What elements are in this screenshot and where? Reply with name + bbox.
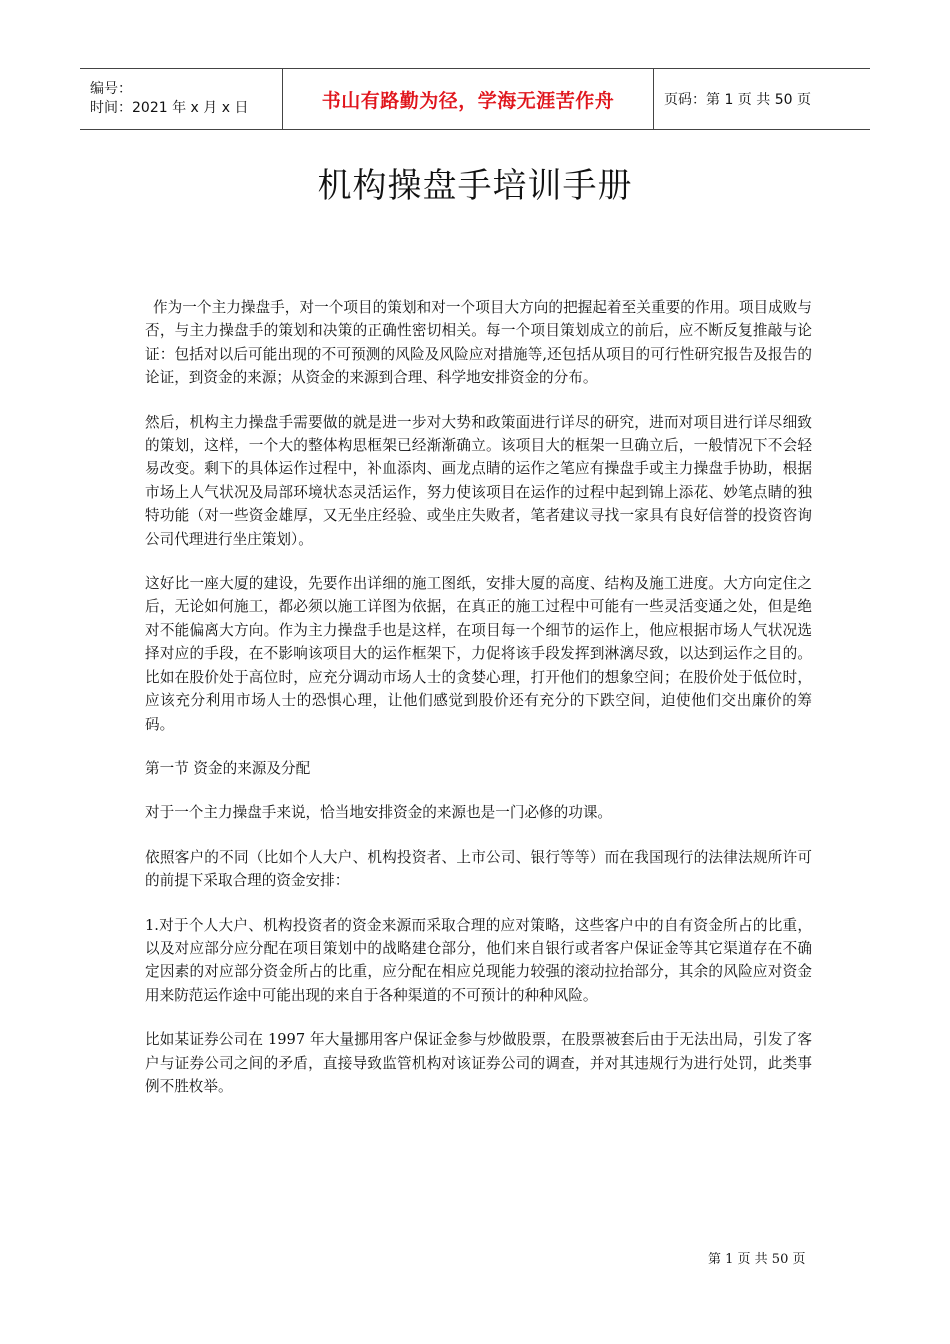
document-title: 机构操盘手培训手册 <box>317 166 633 206</box>
header-motto: 书山有路勤为径，学海无涯苦作舟 <box>321 89 615 112</box>
paragraph: 依照客户的不同（比如个人大户、机构投资者、上市公司、银行等等）而在我国现行的法律法规所许可的前提下采取合理的资金安排： <box>145 848 812 890</box>
document-number-label: 编号： <box>90 81 132 97</box>
paragraph: 对于一个主力操盘手来说，恰当地安排资金的来源也是一门必修的功课。 <box>145 804 613 822</box>
page-header <box>80 68 870 130</box>
document-date: 时间：2021 年 x 月 x 日 <box>90 100 249 116</box>
paragraph: 比如某证券公司在 1997 年大量挪用客户保证金参与炒做股票，在股票被套后由于无法出局，引发了客户与证券公司之间的矛盾，直接导致监管机构对该证券公司的调查，并对其违规行为进行处罚，此类事例不胜枚举。 <box>145 1031 812 1095</box>
section-heading: 第一节 资金的来源及分配 <box>145 759 311 777</box>
header-page-cell <box>654 69 870 129</box>
paragraph: 然后，机构主力操盘手需要做的就是进一步对大势和政策面进行详尽的研究，进而对项目进行详尽细致的策划，这样，一个大的整体构思框架已经渐渐确立。该项目大的框架一旦确立后，一般情况下不会轻易改变。剩下的具体运作过程中，补血添肉、画龙点睛的运作之笔应有操盘手或主力操盘手协助，根据市场上人气状况及局部环境状态灵活运作，努力使该项目在运作的过程中起到锦上添花、妙笔点睛的独特功能（对一些资金雄厚，又无坐庄经验、或坐庄失败者，笔者建议寻找一家具有良好信誉的投资咨询公司代理进行坐庄策划）。 <box>145 413 812 548</box>
paragraph-list-item: 1.对于个人大户、机构投资者的资金来源而采取合理的应对策略，这些客户中的自有资金所占的比重，以及对应部分应分配在项目策划中的战略建仓部分，他们来自银行或者客户保证金等其它渠道存在不确定因素的对应部分资金所占的比重，应分配在相应兑现能力较强的滚动拉抬部分，其余的风险应对资金用来防范运作途中可能出现的来自于各种渠道的不可预计的种种风险。 <box>145 916 812 1004</box>
header-left-cell <box>80 69 282 129</box>
page-footer: 第 1 页 共 50 页 <box>708 1252 806 1267</box>
header-motto-cell <box>282 69 654 129</box>
paragraph-intro: 作为一个主力操盘手，对一个项目的策划和对一个项目大方向的把握起着至关重要的作用。项目成败与否，与主力操盘手的策划和决策的正确性密切相关。每一个项目策划成立的前后，应不断反复推敲与论证：包括对以后可能出现的不可预测的风险及风险应对措施等,还包括从项目的可行性研究报告及报告的论证，到资金的来源；从资金的来源到合理、科学地安排资金的分布。 <box>145 299 812 387</box>
paragraph: 这好比一座大厦的建设，先要作出详细的施工图纸，安排大厦的高度、结构及施工进度。大方向定住之后，无论如何施工，都必须以施工详图为依据，在真正的施工过程中可能有一些灵活变通之处，但是绝对不能偏离大方向。作为主力操盘手也是这样，在项目每一个细节的运作上，他应根据市场人气状况选择对应的手段，在不影响该项目大的运作框架下，力促将该手段发挥到淋漓尽致，以达到运作之目的。比如在股价处于高位时，应充分调动市场人士的贪婪心理，打开他们的想象空间；在股价处于低位时，应该充分利用市场人士的恐惧心理，让他们感觉到股价还有充分的下跌空间，迫使他们交出廉价的筹码。 <box>145 575 812 733</box>
header-page-info: 页码：第 1 页 共 50 页 <box>664 92 811 108</box>
document-body <box>145 296 812 1119</box>
